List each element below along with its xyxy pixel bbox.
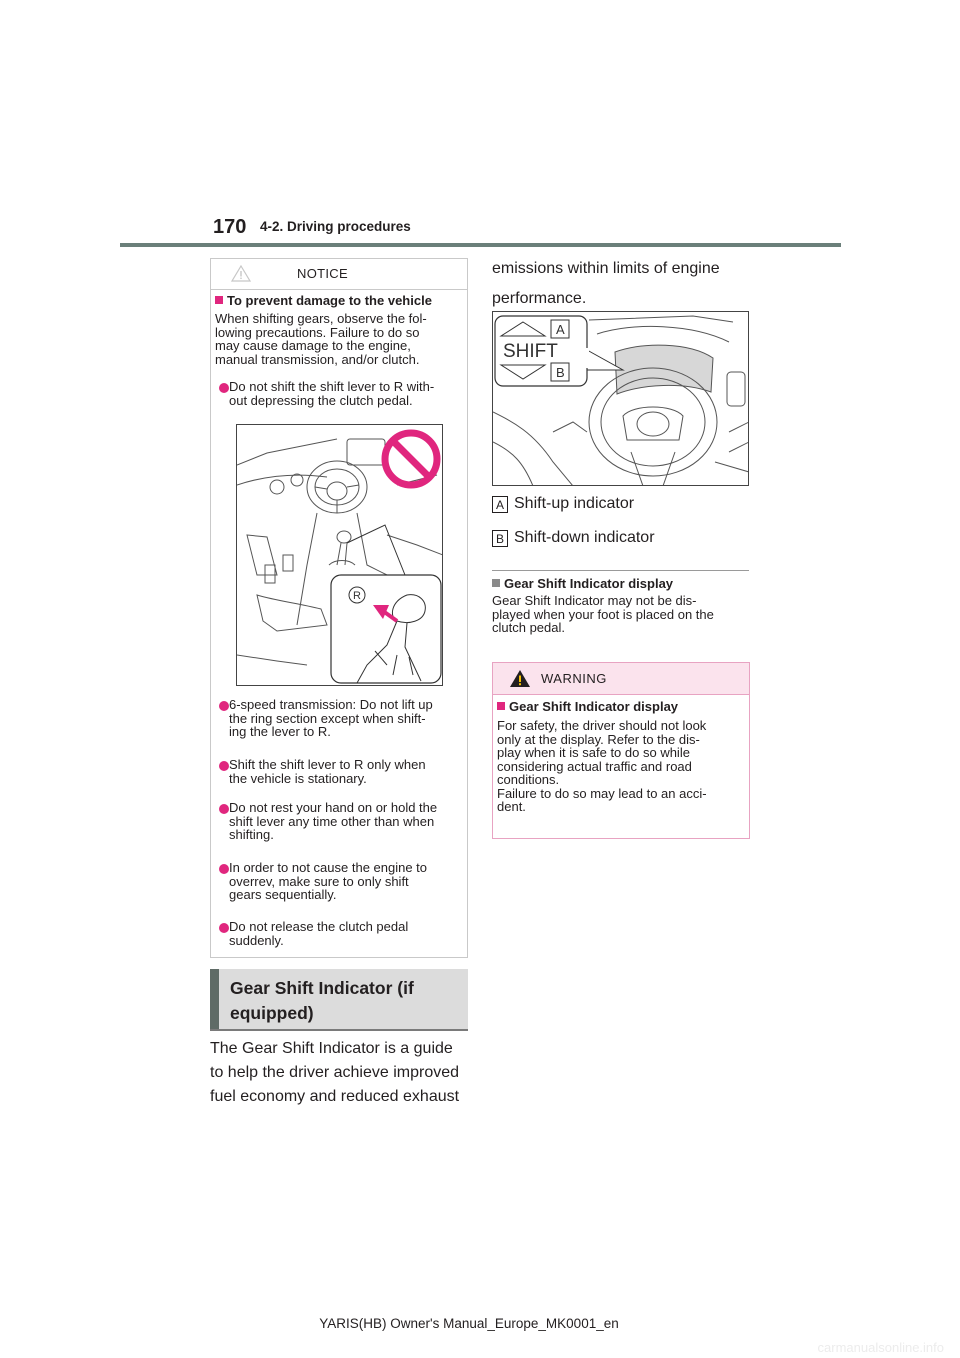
indicator-label-a: A [556,322,565,337]
shift-lever-illustration [236,424,443,686]
warning-title: Gear Shift Indicator display [497,699,678,714]
watermark: carmanualsonline.info [817,1340,944,1355]
subsection-text: Gear Shift Indicator may not be dis- played when your foot is placed on the clutch pedal. [492,593,714,635]
round-bullet-icon [219,864,229,874]
round-bullet-icon [219,761,229,771]
caution-triangle-icon [231,265,251,282]
warning-label: WARNING [541,671,607,686]
square-bullet-icon [492,579,500,587]
notice-bullet: Do not shift the shift lever to R with- out depressing the clutch pedal. [215,380,465,407]
heading-accent [210,969,219,1029]
section-heading-text: Gear Shift Indicator (if equipped) [230,978,414,1023]
section-title: 4-2. Driving procedures [260,219,411,234]
notice-header [211,259,467,290]
cluster-drawing [493,312,749,486]
section-heading [210,969,468,1031]
page-number: 170 [213,216,247,238]
square-bullet-icon [215,296,223,304]
footer: YARIS(HB) Owner's Manual_Europe_MK0001_en [319,1316,619,1331]
round-bullet-icon [219,804,229,814]
warning-triangle-icon [509,669,531,688]
callout-shift-down: B Shift-down indicator [492,529,655,547]
notice-label: NOTICE [297,266,348,281]
header-divider [120,243,841,247]
subsection-divider [492,570,749,571]
intro-paragraph-continued: emissions within limits of engine performance. [492,260,720,307]
shift-text: SHIFT [503,341,558,362]
shift-indicator-illustration [492,311,749,486]
subsection-title: Gear Shift Indicator display [492,576,673,591]
notice-intro: When shifting gears, observe the fol- lowing precautions. Failure to do so may cause damage to the engine, manual transmission, and/or clutch. [215,311,427,367]
callout-key-a: A [492,496,508,513]
notice-bullet: In order to not cause the engine to overrev, make sure to only shift gears sequentially. [215,861,465,902]
notice-bullet: Shift the shift lever to R only when the vehicle is stationary. [215,758,465,785]
callout-shift-up: A Shift-up indicator [492,495,634,513]
indicator-label-b: B [556,365,565,380]
notice-title: To prevent damage to the vehicle [215,293,432,308]
warning-text: For safety, the driver should not look only at the display. Refer to the dis- play when it is safe to do so while considering actual traffic and road conditions. Failure to do so may lead to an acci- dent. [497,718,707,814]
warning-header [493,663,749,695]
square-bullet-icon [497,702,505,710]
round-bullet-icon [219,923,229,933]
round-bullet-icon [219,383,229,393]
reverse-gear-marker: R [353,590,361,602]
shift-lever-drawing [237,425,443,686]
notice-bullet: Do not release the clutch pedal suddenly. [215,920,465,947]
notice-bullet: Do not rest your hand on or hold the shift lever any time other than when shifting. [215,801,465,842]
intro-paragraph: The Gear Shift Indicator is a guide to help the driver achieve improved fuel economy and reduced exhaust [210,1040,460,1105]
notice-bullet: 6-speed transmission: Do not lift up the ring section except when shift- ing the lever to R. [215,698,465,739]
warning-box [492,662,750,839]
round-bullet-icon [219,701,229,711]
callout-key-b: B [492,530,508,547]
